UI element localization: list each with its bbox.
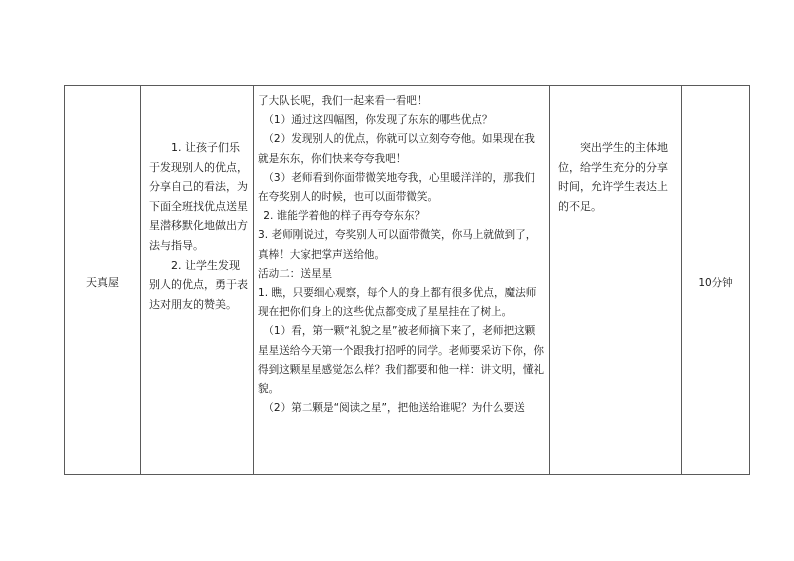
process-line: （1）通过这四幅图，你发现了东东的哪些优点？ xyxy=(263,114,493,127)
design-intent-text: 突出学生的主体地位，给学生充分的分享时间，允许学生表达上的不足。 xyxy=(558,141,668,213)
process-line: （2）第二颗是“阅读之星”，把他送给谁呢？为什么要送 xyxy=(263,402,525,415)
process-line: （1）看，第一颗“礼貌之星”被老师摘下来了，老师把这颗星星送给今天第一个跟我打招呼的同学。老师要采访下你，你得到这颗星星感觉怎么样？我们都要和他一样：讲文明，懂礼貌。 xyxy=(258,325,545,396)
process-line: （3）老师看到你面带微笑地夸我，心里暖洋洋的，那我们在夸奖别人的时候，也可以面带微笑。 xyxy=(258,171,535,204)
goals-cell xyxy=(141,86,254,475)
process-line: 2. 谁能学着他的样子再夸夸东东？ xyxy=(263,210,426,223)
process-line: 了大队长呢，我们一起来看一看吧！ xyxy=(258,95,428,107)
process-line: （2）发现别人的优点，你就可以立刻夸夸他。如果现在我就是东东，你们快来夸夸我吧！ xyxy=(258,133,535,165)
goal-item: 2. 让学生发现别人的优点，勇于表达对朋友的赞美。 xyxy=(149,258,248,311)
time-cell xyxy=(682,86,750,475)
process-cell xyxy=(254,86,550,475)
section-title-cell xyxy=(65,86,141,475)
table-row xyxy=(65,86,750,475)
time-allocation: 10分钟 xyxy=(698,276,733,289)
process-line: 3. 老师刚说过，夸奖别人可以面带微笑，你马上就做到了，真棒！大家把掌声送给他。 xyxy=(258,229,537,261)
section-title: 天真屋 xyxy=(86,275,119,289)
lesson-plan-table xyxy=(64,85,750,475)
activity-heading: 活动二：送星星 xyxy=(258,267,333,280)
process-line: 1. 瞧，只要细心观察，每个人的身上都有很多优点，魔法师现在把你们身上的这些优点都变成了星星挂在了树上。 xyxy=(258,287,537,319)
goal-item: 1. 让孩子们乐于发现别人的优点，分享自己的看法，为下面全班找优点送星星潜移默化地做出方法与指导。 xyxy=(149,141,248,252)
design-intent-cell xyxy=(550,86,682,475)
